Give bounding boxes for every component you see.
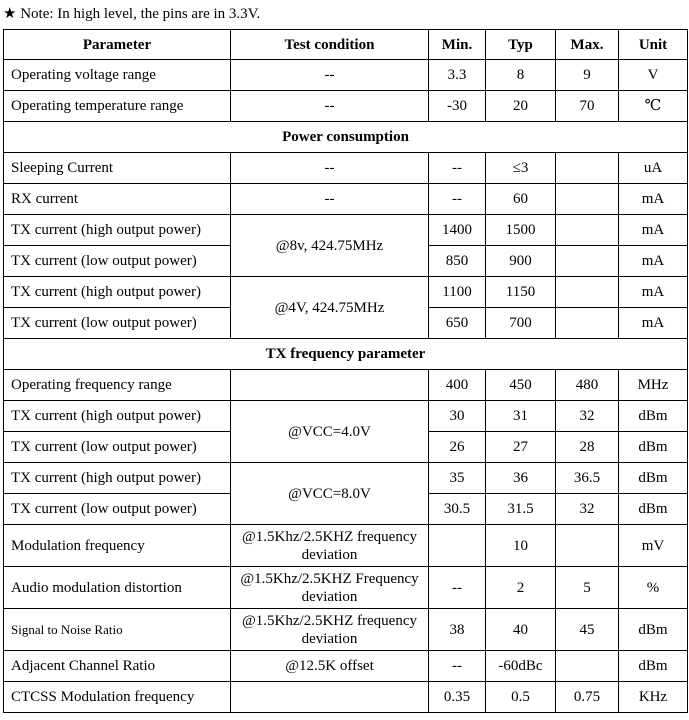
unit-cell: mA	[619, 184, 688, 215]
param-cell: Sleeping Current	[4, 153, 231, 184]
condition-cell: --	[231, 184, 429, 215]
condition-cell: @8v, 424.75MHz	[231, 215, 429, 277]
min-cell: 38	[429, 609, 486, 651]
unit-cell: dBm	[619, 401, 688, 432]
table-row	[4, 463, 688, 494]
condition-cell: @VCC=8.0V	[231, 463, 429, 525]
unit-cell: KHz	[619, 682, 688, 713]
min-cell: --	[429, 153, 486, 184]
table-row	[4, 401, 688, 432]
unit-cell: dBm	[619, 463, 688, 494]
min-cell: 650	[429, 308, 486, 339]
table-row	[4, 91, 688, 122]
typ-cell: 8	[486, 60, 556, 91]
condition-cell: --	[231, 91, 429, 122]
condition-cell: @1.5Khz/2.5KHZ frequency deviation	[231, 525, 429, 567]
min-cell: --	[429, 567, 486, 609]
table-row	[4, 682, 688, 713]
param-cell: TX current (low output power)	[4, 246, 231, 277]
table-row	[4, 215, 688, 246]
table-row	[4, 184, 688, 215]
typ-cell: -60dBc	[486, 651, 556, 682]
typ-cell: 31	[486, 401, 556, 432]
min-cell: 26	[429, 432, 486, 463]
max-cell: 32	[556, 494, 619, 525]
condition-cell	[231, 682, 429, 713]
param-cell: Operating frequency range	[4, 370, 231, 401]
condition-cell: @VCC=4.0V	[231, 401, 429, 463]
param-cell: TX current (high output power)	[4, 401, 231, 432]
min-cell: 30.5	[429, 494, 486, 525]
typ-cell: 450	[486, 370, 556, 401]
min-cell: 3.3	[429, 60, 486, 91]
max-cell	[556, 215, 619, 246]
min-cell: --	[429, 651, 486, 682]
typ-cell: ≤3	[486, 153, 556, 184]
unit-cell: MHz	[619, 370, 688, 401]
condition-cell: --	[231, 60, 429, 91]
max-cell	[556, 525, 619, 567]
typ-cell: 900	[486, 246, 556, 277]
min-cell: 35	[429, 463, 486, 494]
unit-cell: uA	[619, 153, 688, 184]
typ-cell: 700	[486, 308, 556, 339]
unit-cell: mA	[619, 277, 688, 308]
unit-cell: ℃	[619, 91, 688, 122]
min-cell: 1100	[429, 277, 486, 308]
max-cell: 5	[556, 567, 619, 609]
unit-cell: %	[619, 567, 688, 609]
param-cell: Operating voltage range	[4, 60, 231, 91]
section-title-tx: TX frequency parameter	[4, 339, 688, 370]
min-cell: 400	[429, 370, 486, 401]
min-cell: 850	[429, 246, 486, 277]
unit-cell: mA	[619, 215, 688, 246]
param-cell: TX current (low output power)	[4, 308, 231, 339]
spec-table	[3, 29, 688, 713]
min-cell: 0.35	[429, 682, 486, 713]
header-parameter: Parameter	[4, 30, 231, 60]
condition-cell	[231, 370, 429, 401]
min-cell: 30	[429, 401, 486, 432]
unit-cell: dBm	[619, 432, 688, 463]
note-text: ★ Note: In high level, the pins are in 3.3V.	[3, 6, 261, 22]
max-cell	[556, 153, 619, 184]
header-max: Max.	[556, 30, 619, 60]
condition-cell: @1.5Khz/2.5KHZ Frequency deviation	[231, 567, 429, 609]
typ-cell: 36	[486, 463, 556, 494]
min-cell: 1400	[429, 215, 486, 246]
unit-cell: dBm	[619, 651, 688, 682]
table-row	[4, 277, 688, 308]
param-cell: TX current (low output power)	[4, 494, 231, 525]
typ-cell: 27	[486, 432, 556, 463]
condition-cell: @12.5K offset	[231, 651, 429, 682]
typ-cell: 2	[486, 567, 556, 609]
table-row	[4, 60, 688, 91]
max-cell: 45	[556, 609, 619, 651]
param-cell: TX current (high output power)	[4, 277, 231, 308]
unit-cell: mA	[619, 308, 688, 339]
typ-cell: 31.5	[486, 494, 556, 525]
min-cell: --	[429, 184, 486, 215]
condition-cell: @4V, 424.75MHz	[231, 277, 429, 339]
max-cell: 9	[556, 60, 619, 91]
condition-cell: --	[231, 153, 429, 184]
max-cell: 70	[556, 91, 619, 122]
param-cell: Audio modulation distortion	[4, 567, 231, 609]
typ-cell: 40	[486, 609, 556, 651]
condition-cell: @1.5Khz/2.5KHZ frequency deviation	[231, 609, 429, 651]
max-cell: 480	[556, 370, 619, 401]
max-cell	[556, 277, 619, 308]
typ-cell: 1150	[486, 277, 556, 308]
min-cell: -30	[429, 91, 486, 122]
unit-cell: mA	[619, 246, 688, 277]
param-cell: TX current (high output power)	[4, 463, 231, 494]
unit-cell: dBm	[619, 609, 688, 651]
param-cell: CTCSS Modulation frequency	[4, 682, 231, 713]
header-typ: Typ	[486, 30, 556, 60]
header-unit: Unit	[619, 30, 688, 60]
param-cell: Adjacent Channel Ratio	[4, 651, 231, 682]
table-row	[4, 525, 688, 567]
param-cell: Operating temperature range	[4, 91, 231, 122]
max-cell	[556, 246, 619, 277]
max-cell: 32	[556, 401, 619, 432]
unit-cell: mV	[619, 525, 688, 567]
param-cell: RX current	[4, 184, 231, 215]
typ-cell: 10	[486, 525, 556, 567]
param-cell: Signal to Noise Ratio	[4, 609, 231, 651]
max-cell: 0.75	[556, 682, 619, 713]
max-cell: 36.5	[556, 463, 619, 494]
unit-cell: dBm	[619, 494, 688, 525]
max-cell	[556, 184, 619, 215]
max-cell	[556, 651, 619, 682]
header-test-condition: Test condition	[231, 30, 429, 60]
table-row	[4, 370, 688, 401]
typ-cell: 0.5	[486, 682, 556, 713]
table-row	[4, 651, 688, 682]
table-row	[4, 567, 688, 609]
section-title-power: Power consumption	[4, 122, 688, 153]
typ-cell: 1500	[486, 215, 556, 246]
section-row-power	[4, 122, 688, 153]
max-cell: 28	[556, 432, 619, 463]
section-row-tx	[4, 339, 688, 370]
max-cell	[556, 308, 619, 339]
min-cell	[429, 525, 486, 567]
typ-cell: 20	[486, 91, 556, 122]
unit-cell: V	[619, 60, 688, 91]
header-min: Min.	[429, 30, 486, 60]
header-row	[4, 30, 688, 60]
param-cell: TX current (high output power)	[4, 215, 231, 246]
typ-cell: 60	[486, 184, 556, 215]
table-row	[4, 153, 688, 184]
table-row	[4, 609, 688, 651]
param-cell: Modulation frequency	[4, 525, 231, 567]
param-cell: TX current (low output power)	[4, 432, 231, 463]
